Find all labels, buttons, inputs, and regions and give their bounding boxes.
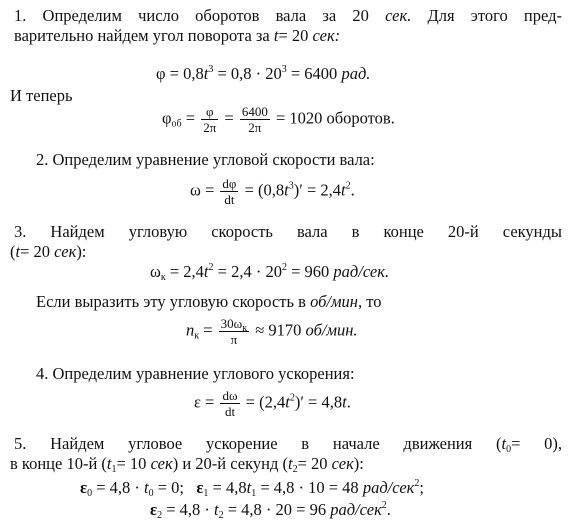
f7-b-t-sub: 1 [251, 488, 257, 499]
p1-line2-text: варительно найдем угол поворота за [14, 26, 270, 45]
f7-b-mid: = 4,8 · 10 = 48 [256, 478, 359, 497]
f7-b-t: t [246, 478, 252, 497]
f3-mid-var: t [284, 180, 289, 200]
p6-c: ) и 20-й секунд ( [172, 454, 288, 473]
formula-eps-2 [150, 500, 391, 520]
formula-n-k [186, 316, 358, 347]
f2-frac2-num: 6400 [241, 104, 268, 119]
f5-eq: = [199, 320, 217, 340]
f6-end: . [346, 392, 351, 412]
f2-frac1-den: 2π [203, 120, 217, 135]
p6-d: = 20 [297, 454, 328, 473]
f1-mid-pow: 3 [281, 64, 287, 75]
formula-epsilon [194, 388, 351, 419]
p1-line1-unit: сек. [385, 6, 412, 25]
p6-line2 [10, 454, 364, 474]
f5-frac-num-sub: к [242, 323, 248, 334]
f8-t-sub: 2 [218, 510, 224, 521]
formula-phi-ob: $\varphi_{об}$ = $\frac{\varphi}{2\pi}$ = $\frac{6400}{2\pi}$ = 1020 оборотов. [162, 104, 395, 135]
f3-rhs-var: t [341, 180, 346, 200]
p6-a: в конце 10-й ( [10, 454, 107, 473]
f8-pow: 2 [381, 500, 387, 511]
f3-frac-den: dt [224, 192, 235, 207]
p6-t0-sub: 0 [506, 444, 512, 455]
p6-unit2: сек [331, 454, 354, 473]
f5-frac-num-text: 30ω [220, 316, 243, 331]
f1-pow: 3 [208, 64, 214, 75]
p5-text: 4. Определим уравнение углового ускорения: [36, 364, 355, 383]
f5-frac [219, 316, 249, 347]
f6-mid: = (2,4 [241, 392, 286, 412]
f3-mid: = (0,8 [240, 180, 285, 200]
f1-lhs: φ = 0,8 [156, 64, 204, 83]
f7-a-eq: = 4,8 · [92, 478, 144, 497]
f5-unit: об/мин. [305, 320, 358, 340]
f2-frac1 [201, 104, 218, 135]
f3-end: . [350, 180, 355, 200]
f1-unit: рад. [341, 64, 371, 83]
f8-lhs: ε [150, 500, 158, 519]
and-now-text: И теперь [10, 86, 73, 105]
formula-omega-k [150, 262, 389, 282]
f7-b-eq: = 4,8 [208, 478, 247, 497]
p6-line1 [14, 434, 562, 454]
f2-frac2 [240, 104, 270, 135]
f6-frac [220, 388, 239, 419]
formula-phi [156, 64, 370, 84]
f7-b-end: ; [419, 478, 424, 497]
f6-mid-var: t [285, 392, 290, 412]
f6-frac-den: dt [224, 404, 236, 419]
f4-pow: 2 [208, 262, 214, 273]
f1-mid: = 0,8 · 20 [213, 64, 282, 83]
p3-line1-text: 3. Найдем угловую скорость вала в конце 20-й секунды [14, 222, 562, 241]
f4-lhs: ω [150, 262, 161, 281]
f5-lhs-sub: к [194, 330, 200, 342]
p6-line1-end: = 0), [511, 434, 562, 453]
f3-frac-num: dφ [222, 176, 237, 191]
p6-t1-sub: 1 [111, 464, 117, 475]
f8-t: t [214, 500, 219, 519]
p3-line1 [14, 222, 562, 242]
p3-close: ): [76, 242, 87, 261]
p1-line2-t: t [273, 26, 279, 45]
f2-rhs: = 1020 оборотов. [271, 108, 395, 128]
p6-b: = 10 [116, 454, 147, 473]
f3-frac [220, 176, 238, 207]
p3-open: ( [10, 242, 16, 261]
f7-b-unit: рад/сек [362, 478, 415, 497]
f8-eq: = 4,8 · [162, 500, 214, 519]
p6-t1: t [106, 454, 112, 473]
f8-end: . [386, 500, 391, 519]
p2-text: 2. Определим уравнение угловой скорости вала: [36, 150, 375, 169]
p6-t2: t [287, 454, 293, 473]
f2-lhs: φ [162, 108, 172, 128]
f6-rhs-var: t [342, 392, 347, 412]
p6-t0: t [501, 434, 507, 453]
f7-b-lhs: ε [196, 478, 204, 497]
p1-line1-rest: Для этого пред- [427, 6, 562, 25]
formula-omega [190, 176, 355, 207]
f7-a-t: t [144, 478, 149, 497]
f5-frac-den: π [230, 332, 238, 347]
p3-line2 [10, 242, 86, 262]
f3-lhs: ω = [190, 180, 219, 200]
f6-mid-end: )′ = 4,8 [294, 392, 343, 412]
f7-b-pow: 2 [414, 478, 420, 489]
f2-frac1-num: φ [201, 104, 218, 120]
f4-mid: = 2,4 · 20 [213, 262, 282, 281]
p3-eq: = 20 [20, 242, 51, 261]
f4-lhs-sub: к [160, 272, 166, 283]
f8-mid: = 4,8 · 20 = 96 [223, 500, 327, 519]
and-now [10, 86, 73, 106]
p1-line2 [14, 26, 562, 46]
f8-sub: 2 [157, 510, 163, 521]
f4-mid-pow: 2 [281, 262, 287, 273]
f2-lhs-sub: об [171, 118, 182, 130]
p1-line2-eq: = 20 [278, 26, 309, 45]
p5 [36, 364, 355, 384]
f7-a-sub: 0 [87, 488, 93, 499]
f5-frac-num [219, 316, 249, 332]
f4-rhs: = 960 [286, 262, 330, 281]
f6-frac-num: dω [222, 388, 238, 403]
f7-b-sub: 1 [203, 488, 209, 499]
f4-eq: = 2,4 [165, 262, 204, 281]
f6-lhs: ε = [194, 392, 219, 412]
f2-frac2-den: 2π [248, 120, 262, 135]
p4 [36, 292, 381, 312]
f8-unit: рад/сек [330, 500, 382, 519]
f1-var: t [203, 64, 209, 83]
f5-rhs: ≈ 9170 [251, 320, 302, 340]
p6-unit1: сек [150, 454, 173, 473]
p6-e: ): [353, 454, 364, 473]
p1-line1 [14, 6, 562, 26]
formula-eps-0-1 [80, 478, 424, 498]
p4-start: Если выразить эту угловую скорость в [36, 292, 306, 311]
p1-line2-unit: сек: [312, 26, 341, 45]
p6-t2-sub: 2 [292, 464, 298, 475]
p6-line1-start: 5. Найдем угловое ускорение в начале движения ( [14, 434, 502, 453]
p1-line1-text: 1. Определим число оборотов вала за 20 [14, 6, 369, 25]
p3-unit: сек [54, 242, 77, 261]
f7-a-end: = 0; [153, 478, 184, 497]
f7-a-t-sub: 0 [148, 488, 154, 499]
f5-lhs: n [186, 320, 195, 340]
f2-eq: = [181, 108, 200, 128]
f1-rhs: = 6400 [286, 64, 338, 83]
p4-unit: об/мин, [310, 292, 363, 311]
p2 [36, 150, 375, 170]
f4-var: t [203, 262, 209, 281]
f6-mid-pow: 2 [289, 392, 295, 404]
f3-rhs-pow: 2 [345, 180, 351, 192]
p3-t: t [15, 242, 21, 261]
p4-end: то [366, 292, 382, 311]
f4-unit: рад/сек. [333, 262, 390, 281]
f3-mid-end: )′ = 2,4 [293, 180, 342, 200]
f3-mid-pow: 3 [288, 180, 294, 192]
f7-a-lhs: ε [80, 478, 88, 497]
